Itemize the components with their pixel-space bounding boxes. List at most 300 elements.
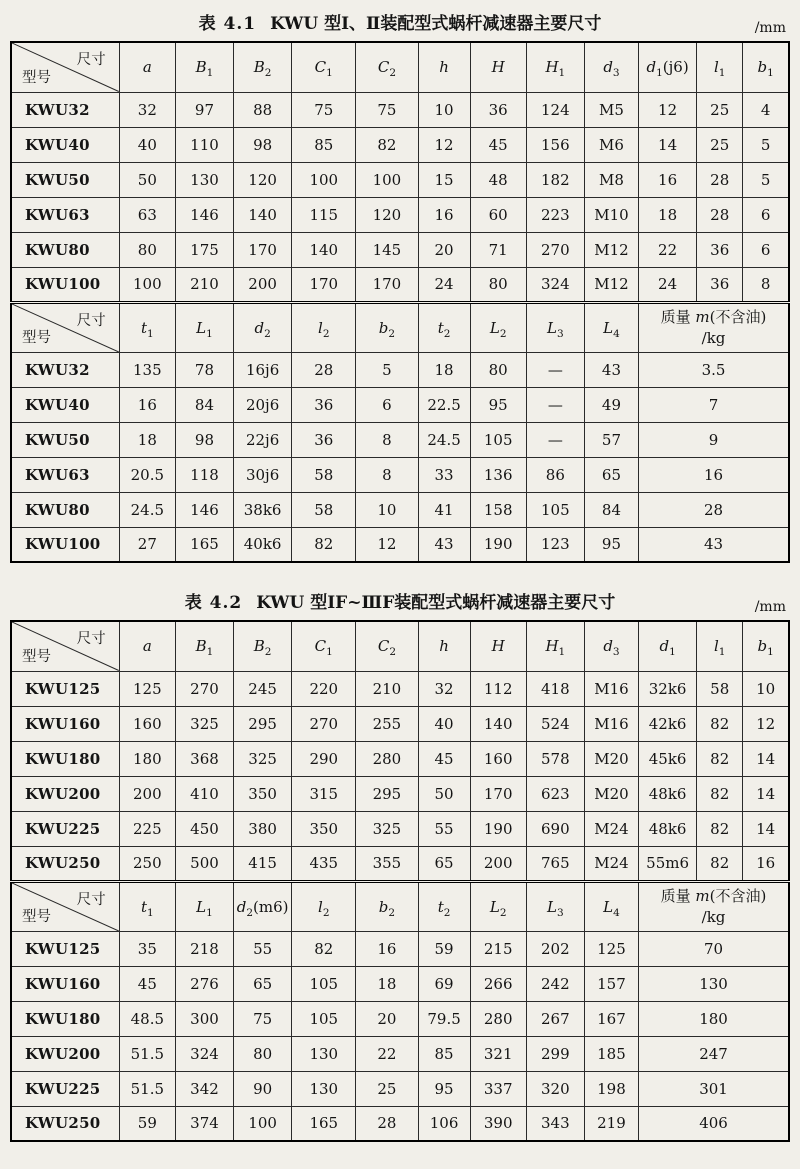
header-row	[11, 42, 789, 92]
value-cell: 85	[292, 127, 356, 162]
table-row	[11, 92, 789, 127]
table-row	[11, 776, 789, 811]
value-cell: 6	[356, 387, 418, 422]
value-cell: 69	[418, 966, 470, 1001]
corner-label-dimension: 尺寸	[76, 631, 106, 647]
value-cell: 690	[526, 811, 584, 846]
value-cell: —	[526, 387, 584, 422]
model-cell: KWU125	[11, 671, 119, 706]
value-cell: 210	[356, 671, 418, 706]
value-cell: 202	[526, 931, 584, 966]
value-cell: 410	[175, 776, 233, 811]
value-cell: 18	[356, 966, 418, 1001]
value-cell: 374	[175, 1106, 233, 1141]
value-cell: 295	[356, 776, 418, 811]
value-cell: 50	[418, 776, 470, 811]
value-cell: 270	[292, 706, 356, 741]
value-cell: 140	[292, 232, 356, 267]
column-header: $l_1$	[697, 621, 743, 671]
value-cell: 8	[356, 457, 418, 492]
model-cell: KWU125	[11, 931, 119, 966]
value-cell: 75	[292, 92, 356, 127]
value-cell: 82	[292, 931, 356, 966]
value-cell: 100	[234, 1106, 292, 1141]
model-cell: KWU40	[11, 387, 119, 422]
table-row	[11, 741, 789, 776]
value-cell: 63	[119, 197, 175, 232]
value-cell: 578	[526, 741, 584, 776]
value-cell: 24	[639, 267, 697, 302]
value-cell: 30j6	[234, 457, 292, 492]
table-row	[11, 387, 789, 422]
column-header: 质量 m(不含油) /kg	[639, 881, 789, 931]
value-cell: 270	[175, 671, 233, 706]
value-cell: 180	[639, 1001, 789, 1036]
value-cell: 105	[526, 492, 584, 527]
value-cell: 3.5	[639, 352, 789, 387]
model-cell: KWU160	[11, 966, 119, 1001]
value-cell: 418	[526, 671, 584, 706]
value-cell: 40	[418, 706, 470, 741]
value-cell: M24	[584, 811, 638, 846]
model-cell: KWU250	[11, 1106, 119, 1141]
value-cell: 55m6	[639, 846, 697, 881]
corner-header-cell	[11, 42, 119, 92]
value-cell: 8	[356, 422, 418, 457]
value-cell: 337	[470, 1071, 526, 1106]
table-row	[11, 267, 789, 302]
value-cell: 71	[470, 232, 526, 267]
column-header: $b_2$	[356, 302, 418, 352]
value-cell: 6	[743, 232, 789, 267]
header-row	[11, 881, 789, 931]
value-cell: 170	[356, 267, 418, 302]
value-cell: 35	[119, 931, 175, 966]
value-cell: 24	[418, 267, 470, 302]
value-cell: M8	[584, 162, 638, 197]
value-cell: 12	[639, 92, 697, 127]
model-cell: KWU63	[11, 457, 119, 492]
value-cell: 165	[175, 527, 233, 562]
value-cell: 170	[292, 267, 356, 302]
value-cell: 185	[584, 1036, 638, 1071]
table-row	[11, 422, 789, 457]
value-cell: 50	[119, 162, 175, 197]
table-row	[11, 197, 789, 232]
model-cell: KWU50	[11, 162, 119, 197]
value-cell: 84	[584, 492, 638, 527]
column-header: a	[119, 42, 175, 92]
value-cell: 24.5	[418, 422, 470, 457]
value-cell: 65	[234, 966, 292, 1001]
value-cell: 86	[526, 457, 584, 492]
value-cell: 14	[743, 741, 789, 776]
model-cell: KWU225	[11, 1071, 119, 1106]
value-cell: 325	[356, 811, 418, 846]
value-cell: 80	[119, 232, 175, 267]
value-cell: 22	[639, 232, 697, 267]
value-cell: 435	[292, 846, 356, 881]
value-cell: 301	[639, 1071, 789, 1106]
value-cell: 100	[119, 267, 175, 302]
value-cell: 623	[526, 776, 584, 811]
value-cell: 342	[175, 1071, 233, 1106]
table-row	[11, 931, 789, 966]
value-cell: 215	[470, 931, 526, 966]
table-row	[11, 527, 789, 562]
table-row	[11, 492, 789, 527]
value-cell: 70	[639, 931, 789, 966]
value-cell: 130	[292, 1071, 356, 1106]
value-cell: 242	[526, 966, 584, 1001]
column-header: $H_1$	[526, 621, 584, 671]
value-cell: 16	[639, 162, 697, 197]
table-row	[11, 127, 789, 162]
value-cell: 157	[584, 966, 638, 1001]
value-cell: 415	[234, 846, 292, 881]
value-cell: 25	[697, 127, 743, 162]
model-cell: KWU40	[11, 127, 119, 162]
value-cell: 82	[356, 127, 418, 162]
value-cell: 9	[639, 422, 789, 457]
value-cell: 124	[526, 92, 584, 127]
value-cell: 295	[234, 706, 292, 741]
value-cell: 45	[119, 966, 175, 1001]
value-cell: 136	[470, 457, 526, 492]
value-cell: 105	[470, 422, 526, 457]
value-cell: 160	[119, 706, 175, 741]
value-cell: 97	[175, 92, 233, 127]
value-cell: 10	[418, 92, 470, 127]
column-header: $t_1$	[119, 302, 175, 352]
value-cell: 325	[234, 741, 292, 776]
value-cell: 59	[119, 1106, 175, 1141]
value-cell: 5	[743, 127, 789, 162]
value-cell: 24.5	[119, 492, 175, 527]
table-row	[11, 846, 789, 881]
value-cell: M20	[584, 776, 638, 811]
value-cell: 95	[418, 1071, 470, 1106]
value-cell: 43	[418, 527, 470, 562]
table-row	[11, 671, 789, 706]
column-header: a	[119, 621, 175, 671]
value-cell: 130	[175, 162, 233, 197]
column-header: H	[470, 621, 526, 671]
value-cell: 65	[418, 846, 470, 881]
corner-label-model: 型号	[22, 908, 51, 925]
value-cell: 325	[175, 706, 233, 741]
value-cell: 22.5	[418, 387, 470, 422]
value-cell: 10	[356, 492, 418, 527]
value-cell: 45	[470, 127, 526, 162]
reducer-dimension-table-4-2	[10, 620, 790, 1142]
value-cell: 190	[470, 527, 526, 562]
value-cell: 250	[119, 846, 175, 881]
value-cell: 120	[356, 197, 418, 232]
table-row	[11, 811, 789, 846]
value-cell: 210	[175, 267, 233, 302]
table-4-2-caption-label: 表 4.2	[184, 593, 243, 613]
column-header: $t_2$	[418, 302, 470, 352]
value-cell: M10	[584, 197, 638, 232]
value-cell: 390	[470, 1106, 526, 1141]
table-row	[11, 966, 789, 1001]
value-cell: 156	[526, 127, 584, 162]
value-cell: 765	[526, 846, 584, 881]
value-cell: 43	[639, 527, 789, 562]
value-cell: 20	[356, 1001, 418, 1036]
value-cell: 225	[119, 811, 175, 846]
value-cell: 43	[584, 352, 638, 387]
model-cell: KWU50	[11, 422, 119, 457]
value-cell: 82	[697, 776, 743, 811]
value-cell: 20.5	[119, 457, 175, 492]
value-cell: 20	[418, 232, 470, 267]
column-header: $t_2$	[418, 881, 470, 931]
value-cell: 36	[470, 92, 526, 127]
value-cell: 82	[292, 527, 356, 562]
value-cell: 88	[234, 92, 292, 127]
value-cell: 95	[584, 527, 638, 562]
value-cell: M12	[584, 232, 638, 267]
value-cell: 170	[470, 776, 526, 811]
value-cell: 28	[292, 352, 356, 387]
header-row	[11, 302, 789, 352]
value-cell: 223	[526, 197, 584, 232]
table-4-1-caption-text: KWU 型Ⅰ、Ⅱ装配型式蜗杆减速器主要尺寸	[270, 14, 602, 34]
value-cell: 32	[418, 671, 470, 706]
value-cell: 78	[175, 352, 233, 387]
value-cell: 48	[470, 162, 526, 197]
value-cell: 10	[743, 671, 789, 706]
value-cell: 82	[697, 846, 743, 881]
value-cell: 45	[418, 741, 470, 776]
corner-header-cell	[11, 621, 119, 671]
column-header: $B_1$	[175, 621, 233, 671]
value-cell: 36	[292, 422, 356, 457]
value-cell: 57	[584, 422, 638, 457]
value-cell: 266	[470, 966, 526, 1001]
value-cell: 167	[584, 1001, 638, 1036]
value-cell: M16	[584, 671, 638, 706]
value-cell: 267	[526, 1001, 584, 1036]
value-cell: 51.5	[119, 1036, 175, 1071]
column-header: $b_2$	[356, 881, 418, 931]
value-cell: 200	[119, 776, 175, 811]
value-cell: 4	[743, 92, 789, 127]
column-header: $d_2$	[234, 302, 292, 352]
value-cell: 321	[470, 1036, 526, 1071]
value-cell: 300	[175, 1001, 233, 1036]
value-cell: 324	[526, 267, 584, 302]
model-cell: KWU32	[11, 92, 119, 127]
value-cell: 8	[743, 267, 789, 302]
value-cell: 14	[743, 811, 789, 846]
value-cell: 36	[292, 387, 356, 422]
column-header: $C_2$	[356, 42, 418, 92]
value-cell: 32	[119, 92, 175, 127]
value-cell: 48k6	[639, 811, 697, 846]
column-header: $B_2$	[234, 621, 292, 671]
value-cell: 200	[234, 267, 292, 302]
value-cell: 315	[292, 776, 356, 811]
value-cell: 7	[639, 387, 789, 422]
value-cell: 280	[356, 741, 418, 776]
value-cell: 75	[234, 1001, 292, 1036]
value-cell: 85	[418, 1036, 470, 1071]
value-cell: 350	[234, 776, 292, 811]
column-header: $d_1(j6)$	[639, 42, 697, 92]
value-cell: 80	[234, 1036, 292, 1071]
value-cell: 158	[470, 492, 526, 527]
model-cell: KWU100	[11, 267, 119, 302]
column-header: h	[418, 621, 470, 671]
corner-label-model: 型号	[22, 329, 51, 346]
value-cell: 219	[584, 1106, 638, 1141]
column-header: $H_1$	[526, 42, 584, 92]
value-cell: 180	[119, 741, 175, 776]
column-header: $B_1$	[175, 42, 233, 92]
value-cell: 36	[697, 267, 743, 302]
model-cell: KWU80	[11, 232, 119, 267]
table-row	[11, 232, 789, 267]
model-cell: KWU32	[11, 352, 119, 387]
value-cell: 65	[584, 457, 638, 492]
value-cell: 105	[292, 966, 356, 1001]
value-cell: 500	[175, 846, 233, 881]
value-cell: 33	[418, 457, 470, 492]
value-cell: 220	[292, 671, 356, 706]
value-cell: 42k6	[639, 706, 697, 741]
value-cell: 15	[418, 162, 470, 197]
header-row	[11, 621, 789, 671]
model-cell: KWU200	[11, 1036, 119, 1071]
value-cell: 245	[234, 671, 292, 706]
value-cell: 130	[639, 966, 789, 1001]
value-cell: 40k6	[234, 527, 292, 562]
value-cell: 18	[119, 422, 175, 457]
value-cell: 45k6	[639, 741, 697, 776]
table-row	[11, 706, 789, 741]
column-header: $l_1$	[697, 42, 743, 92]
value-cell: 170	[234, 232, 292, 267]
value-cell: 95	[470, 387, 526, 422]
value-cell: 16	[743, 846, 789, 881]
value-cell: 28	[697, 162, 743, 197]
value-cell: 100	[356, 162, 418, 197]
column-header: $L_3$	[526, 881, 584, 931]
model-cell: KWU180	[11, 1001, 119, 1036]
value-cell: 406	[639, 1106, 789, 1141]
value-cell: 175	[175, 232, 233, 267]
value-cell: 32k6	[639, 671, 697, 706]
column-header: $L_3$	[526, 302, 584, 352]
value-cell: 79.5	[418, 1001, 470, 1036]
value-cell: M12	[584, 267, 638, 302]
table-row	[11, 1036, 789, 1071]
column-header: $L_2$	[470, 881, 526, 931]
value-cell: 198	[584, 1071, 638, 1106]
table-row	[11, 1106, 789, 1141]
value-cell: 82	[697, 811, 743, 846]
value-cell: 16	[119, 387, 175, 422]
value-cell: 36	[697, 232, 743, 267]
value-cell: 16	[639, 457, 789, 492]
value-cell: 25	[697, 92, 743, 127]
column-header: $b_1$	[743, 42, 789, 92]
value-cell: 110	[175, 127, 233, 162]
column-header: $l_2$	[292, 302, 356, 352]
value-cell: 84	[175, 387, 233, 422]
table-row	[11, 162, 789, 197]
table-4-1-caption	[10, 14, 790, 35]
value-cell: 450	[175, 811, 233, 846]
reducer-dimension-table-4-1	[10, 41, 790, 563]
value-cell: 75	[356, 92, 418, 127]
value-cell: 355	[356, 846, 418, 881]
corner-label-model: 型号	[22, 69, 51, 86]
value-cell: 190	[470, 811, 526, 846]
column-header: $L_4$	[584, 881, 638, 931]
value-cell: 280	[470, 1001, 526, 1036]
value-cell: 112	[470, 671, 526, 706]
column-header: $b_1$	[743, 621, 789, 671]
model-cell: KWU100	[11, 527, 119, 562]
value-cell: M20	[584, 741, 638, 776]
value-cell: 125	[119, 671, 175, 706]
value-cell: 58	[697, 671, 743, 706]
value-cell: 16	[356, 931, 418, 966]
column-header: 质量 m(不含油) /kg	[639, 302, 789, 352]
model-cell: KWU180	[11, 741, 119, 776]
column-header: $L_2$	[470, 302, 526, 352]
value-cell: 48.5	[119, 1001, 175, 1036]
column-header: $C_1$	[292, 621, 356, 671]
value-cell: 25	[356, 1071, 418, 1106]
value-cell: 100	[292, 162, 356, 197]
value-cell: 18	[418, 352, 470, 387]
value-cell: 105	[292, 1001, 356, 1036]
value-cell: 55	[418, 811, 470, 846]
column-header: $d_3$	[584, 42, 638, 92]
corner-label-dimension: 尺寸	[76, 312, 106, 329]
value-cell: 146	[175, 492, 233, 527]
column-header: $L_1$	[175, 881, 233, 931]
corner-label-dimension: 尺寸	[76, 891, 106, 908]
value-cell: 14	[743, 776, 789, 811]
table-4-2-unit-label: /mm	[754, 599, 786, 615]
value-cell: 6	[743, 197, 789, 232]
corner-label-model: 型号	[22, 648, 51, 665]
value-cell: 28	[639, 492, 789, 527]
value-cell: 135	[119, 352, 175, 387]
value-cell: 12	[356, 527, 418, 562]
value-cell: 51.5	[119, 1071, 175, 1106]
column-header: $L_1$	[175, 302, 233, 352]
model-cell: KWU160	[11, 706, 119, 741]
value-cell: —	[526, 422, 584, 457]
model-cell: KWU225	[11, 811, 119, 846]
value-cell: 218	[175, 931, 233, 966]
table-row	[11, 352, 789, 387]
table-row	[11, 1071, 789, 1106]
value-cell: —	[526, 352, 584, 387]
model-cell: KWU200	[11, 776, 119, 811]
value-cell: 368	[175, 741, 233, 776]
column-header: $B_2$	[234, 42, 292, 92]
value-cell: 5	[356, 352, 418, 387]
value-cell: 270	[526, 232, 584, 267]
